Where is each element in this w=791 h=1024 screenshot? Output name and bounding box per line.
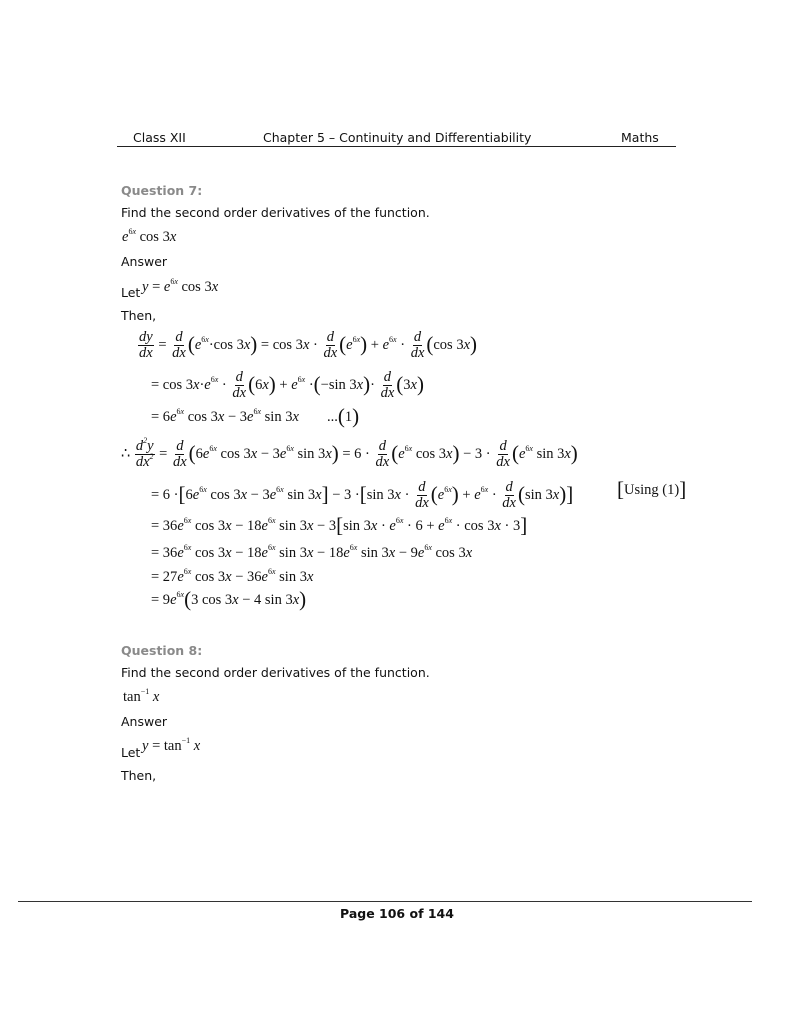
header-rule: [117, 146, 676, 147]
question-8-prompt: Find the second order derivatives of the function.: [121, 665, 430, 680]
step-second-derivative: ∴ $\frac{d^2y}{dx^2}$ = $\frac{d}{dx}$ ($6e^{6x}$ $\cos 3x - 3e^{6x}$ sin 3x) = 6 · $\frac{d}{dx}$ ($e^{6x}$ cos 3x) − 3 · $\frac{d}{dx}$ ($e^{6x}$ sin 3x): [121, 436, 578, 471]
question-7-let-expression: $y = e^{6x}$ cos 3x: [142, 277, 219, 295]
step-expand: = $6 \cdot[6e^{6x}$ $\cos 3x - 3e^{6x}$ sin 3x] − 3 ·[sin 3x · $\frac{d}{dx}$ $(e^{6x}) + e^{6x}$ · $\frac{d}{dx}$ (sin 3x)]: [151, 479, 574, 512]
equation-tag-1: ...(1): [327, 404, 360, 428]
step-first-derivative: $\frac{dy}{dx}$ = $\frac{d}{dx}$ ($e^{6x}\cdot\cos$ 3x) = cos 3x · $\frac{d}{dx}$ $(e^{6x}) + e^{6x}$ · $\frac{d}{dx}$ (cos 3x): [139, 329, 478, 362]
question-7-answer-label: Answer: [121, 254, 168, 269]
question-7-let-label: Let: [121, 285, 141, 300]
question-7-prompt: Find the second order derivatives of the function.: [121, 205, 430, 220]
header-subject: Maths: [621, 130, 659, 145]
question-7-heading: Question 7:: [121, 183, 203, 198]
step-chain-rule: = $\cos 3x\cdot e^{6x}$ · $\frac{d}{dx}$ $(6x) + e^{6x} \cdot(-\sin$ 3x)· $\frac{d}{dx}$ (3x): [151, 369, 424, 402]
question-8-let-label: Let: [121, 745, 141, 760]
question-8-function: $\tan^{-1} x$: [123, 687, 160, 705]
header-chapter: Chapter 5 – Continuity and Differentiability: [263, 130, 532, 145]
question-8-let-expression: $y = \tan^{-1} x$: [142, 736, 201, 754]
step-equation-1: = $6e^{6x}$ $\cos 3x - 3e^{6x}$ sin 3x: [151, 407, 299, 425]
question-8-then-label: Then,: [121, 768, 157, 783]
question-7-then-label: Then,: [121, 308, 157, 323]
step-simplify-3: = $27e^{6x}$ $\cos 3x - 36e^{6x}$ sin 3x: [151, 567, 314, 585]
header-class: Class XII: [133, 130, 186, 145]
footer-rule: [18, 901, 752, 902]
question-8-answer-label: Answer: [121, 714, 168, 729]
step-simplify-1: = $36e^{6x}$ $\cos 3x - 18e^{6x}$ sin 3x − 3[sin $3x \cdot e^{6x} \cdot 6 + e^{6x} \cdot \cos 3x \cdot 3$]: [151, 513, 528, 537]
step-simplify-2: = $36e^{6x}$ $\cos 3x - 18e^{6x}$ $\sin 3x - 18e^{6x}$ $\sin 3x - 9e^{6x}$ cos 3x: [151, 543, 473, 561]
question-8-heading: Question 8:: [121, 643, 203, 658]
step-final-result: = $9e^{6x}(3$ cos 3x − 4 sin 3x): [151, 587, 307, 611]
using-note: [Using (1)]: [617, 477, 687, 501]
question-7-function: $e^{6x}$ cos 3x: [122, 227, 177, 245]
page-number: Page 106 of 144: [340, 906, 454, 921]
